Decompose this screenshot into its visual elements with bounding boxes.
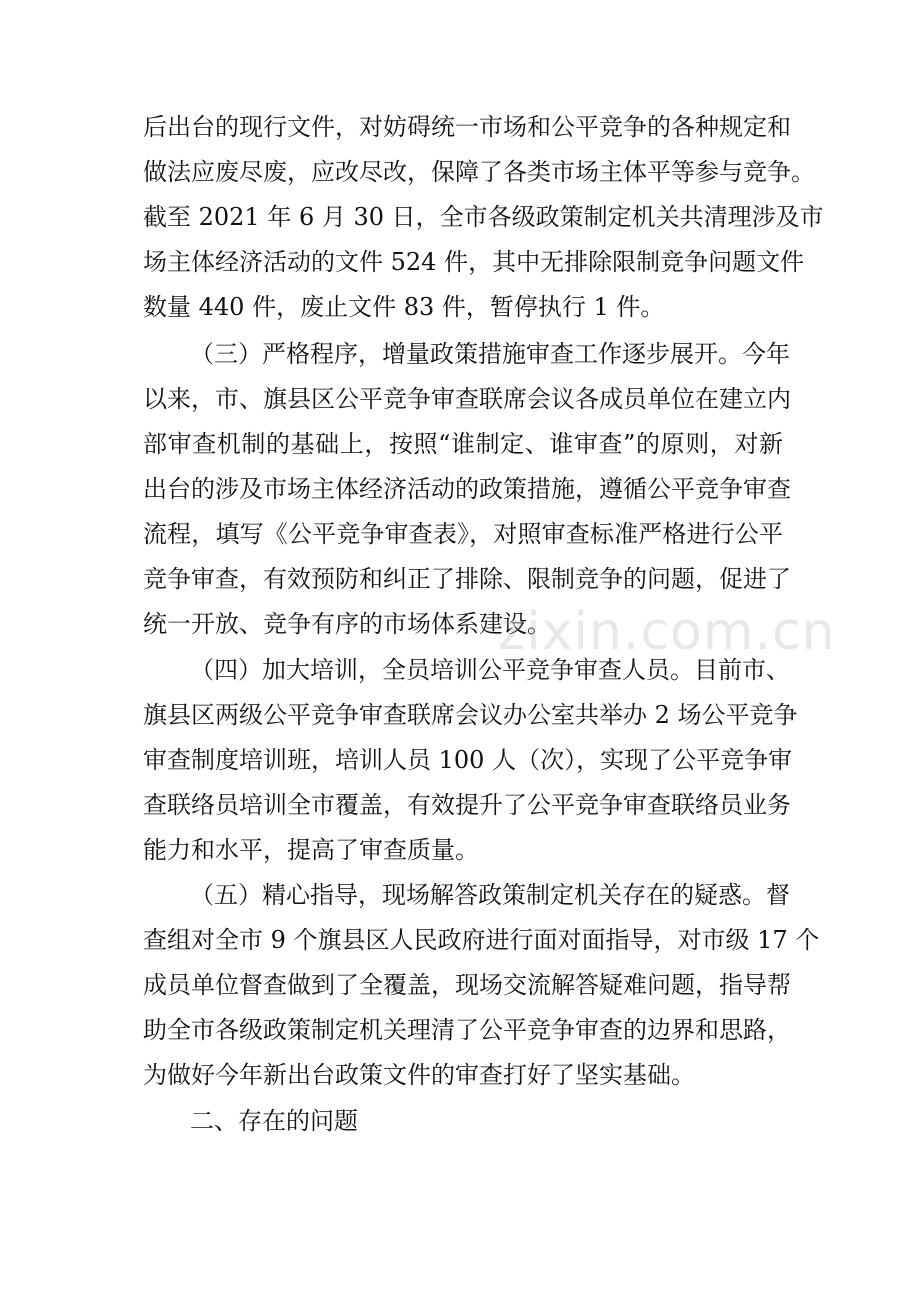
- body-text-line: 统一开放、竞争有序的市场体系建设。: [143, 610, 551, 638]
- body-text-line: 流程，填写《公平竞争审查表》，对照审查标准严格进行公平: [143, 520, 783, 548]
- body-text-line: 部审查机制的基础上，按照“谁制定、谁审查”的原则，对新: [143, 430, 783, 458]
- body-text-line: 旗县区两级公平竞争审查联席会议办公室共举办 2 场公平竞争: [143, 701, 798, 729]
- body-text-line: 查联络员培训全市覆盖，有效提升了公平竞争审查联络员业务: [143, 791, 791, 819]
- body-text-line: 场主体经济活动的文件 524 件，其中无排除限制竞争问题文件: [143, 248, 805, 276]
- body-text-line: 成员单位督查做到了全覆盖，现场交流解答疑难问题，指导帮: [143, 971, 791, 999]
- body-text-line: 为做好今年新出台政策文件的审查打好了坚实基础。: [143, 1061, 695, 1089]
- body-text-line: 做法应废尽废，应改尽改，保障了各类市场主体平等参与竞争。: [143, 158, 815, 186]
- body-text-line: 查组对全市 9 个旗县区人民政府进行面对面指导，对市级 17 个: [143, 926, 820, 954]
- section-5-heading-line: （五）精心指导，现场解答政策制定机关存在的疑惑。督: [190, 881, 790, 909]
- body-text-line: 助全市各级政策制定机关理清了公平竞争审查的边界和思路，: [143, 1016, 791, 1044]
- body-text-line: 出台的涉及市场主体经济活动的政策措施，遵循公平竞争审查: [143, 475, 791, 503]
- section-4-heading-line: （四）加大培训，全员培训公平竞争审查人员。目前市、: [190, 656, 790, 684]
- body-text-line: 截至 2021 年 6 月 30 日，全市各级政策制定机关共清理涉及市: [143, 203, 824, 231]
- body-text-line: 以来，市、旗县区公平竞争审查联席会议各成员单位在建立内: [143, 385, 791, 413]
- body-text-line: 后出台的现行文件，对妨碍统一市场和公平竞争的各种规定和: [143, 113, 791, 141]
- section-3-heading-line: （三）严格程序，增量政策措施审查工作逐步展开。今年: [190, 340, 790, 368]
- body-text-line: 竞争审查，有效预防和纠正了排除、限制竞争的问题，促进了: [143, 565, 791, 593]
- body-text-line: 能力和水平，提高了审查质量。: [143, 836, 479, 864]
- section-heading-problems: 二、存在的问题: [190, 1107, 358, 1135]
- body-text-line: 审查制度培训班，培训人员 100 人（次），实现了公平竞争审: [143, 746, 793, 774]
- body-text-line: 数量 440 件，废止文件 83 件，暂停执行 1 件。: [143, 293, 665, 321]
- watermark-text: zixin.com.cn: [498, 602, 836, 662]
